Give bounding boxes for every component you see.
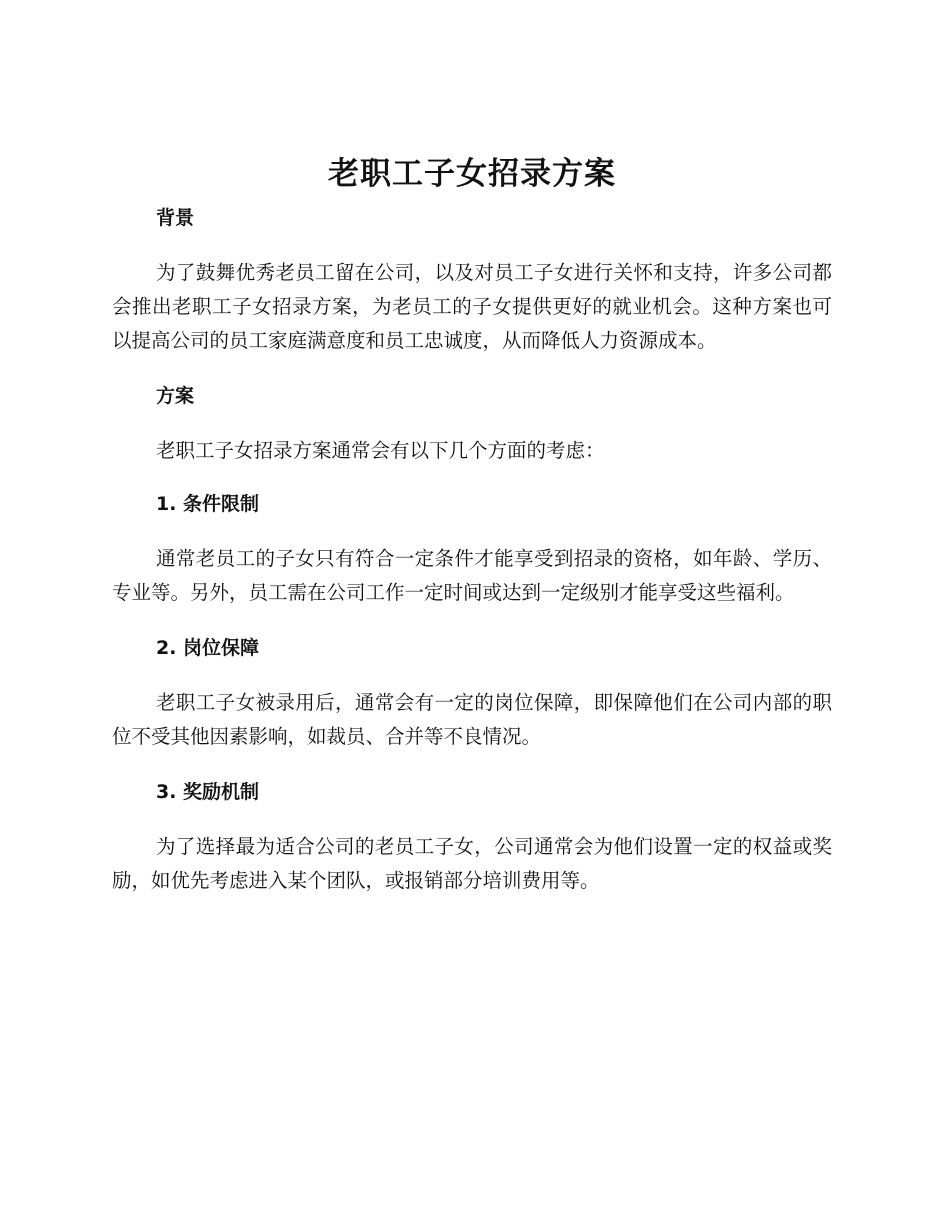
section-paragraph-conditions: 通常老员工的子女只有符合一定条件才能享受到招录的资格，如年龄、学历、专业等。另外，员工需在公司工作一定时间或达到一定级别才能享受这些福利。 [112,547,832,604]
section-paragraph-position-security: 老职工子女被录用后，通常会有一定的岗位保障，即保障他们在公司内部的职位不受其他因素影响，如裁员、合并等不良情况。 [112,691,832,748]
section-heading-conditions: 1. 条件限制 [156,493,260,515]
section-heading-plan: 方案 [156,385,195,407]
section-heading-position-security: 2. 岗位保障 [156,637,260,659]
document-page [112,148,832,898]
section-heading-incentives: 3. 奖励机制 [156,781,260,803]
section-heading-background: 背景 [156,207,195,229]
section-paragraph-incentives: 为了选择最为适合公司的老员工子女，公司通常会为他们设置一定的权益或奖励，如优先考虑进入某个团队，或报销部分培训费用等。 [112,835,832,892]
section-paragraph-plan-intro: 老职工子女招录方案通常会有以下几个方面的考虑： [156,439,605,462]
document-title: 老职工子女招录方案 [328,156,616,192]
section-paragraph-background: 为了鼓舞优秀老员工留在公司，以及对员工子女进行关怀和支持，许多公司都会推出老职工子女招录方案，为老员工的子女提供更好的就业机会。这种方案也可以提高公司的员工家庭满意度和员工忠诚度，从而降低人力资源成本。 [112,261,832,352]
